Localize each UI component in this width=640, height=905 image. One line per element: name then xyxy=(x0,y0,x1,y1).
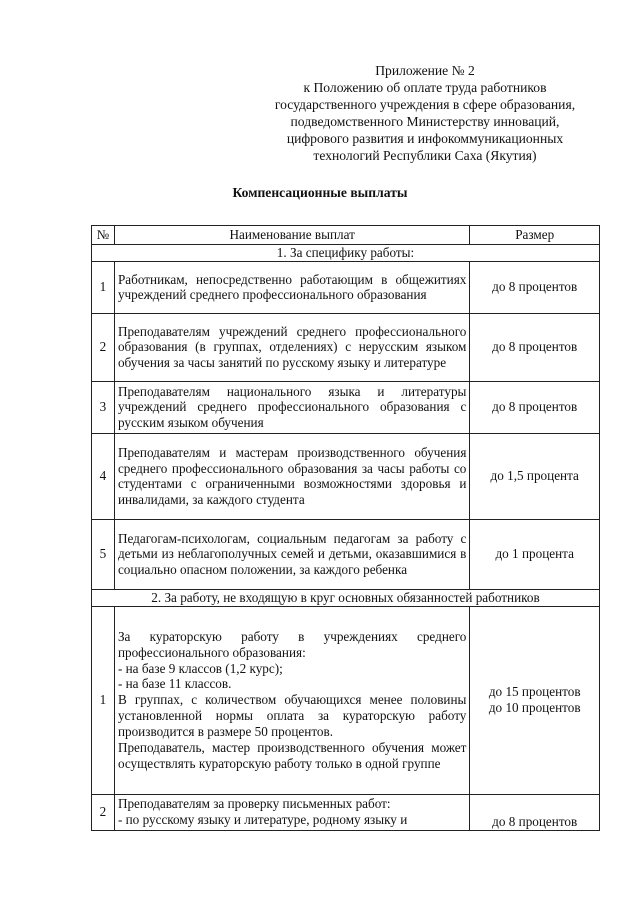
row-number: 4 xyxy=(92,433,115,519)
row-description: Преподавателям и мастерам производственного обучения среднего профессионального образования за часы работы со студентами с ограниченными возможностями здоровья и инвалидами, за каждого студента xyxy=(117,444,467,508)
row-description: Преподавателям учреждений среднего профессионального образования (в группах, отделениях) с нерусским языком обучения за часы занятий по русскому языку и литературе xyxy=(117,323,467,371)
row-description: Преподавателям национального языка и литературы учреждений среднего профессионального образования с русским языком обучения xyxy=(117,383,467,431)
row-size: до 15 процентов xyxy=(488,684,581,700)
row-description: В группах, с количеством обучающихся менее половины установленной нормы оплата за кураторскую работу производится в размере 50 процентов. xyxy=(117,692,467,740)
table-row xyxy=(92,313,600,381)
table-row xyxy=(92,519,600,589)
section-row xyxy=(92,245,600,262)
header-line: к Положению об оплате труда работников xyxy=(303,80,547,95)
header-line: цифрового развития и инфокоммуникационных xyxy=(286,131,564,146)
table-row xyxy=(92,794,600,830)
row-number: 2 xyxy=(92,794,115,830)
table-row xyxy=(92,606,600,794)
document-header xyxy=(240,62,610,164)
section-title: 2. За работу, не входящую в круг основных обязанностей работников xyxy=(92,589,600,606)
payments-table xyxy=(91,225,600,831)
row-number: 3 xyxy=(92,381,115,433)
row-size: до 8 процентов xyxy=(492,279,578,295)
section-row xyxy=(92,589,600,606)
table-row xyxy=(92,433,600,519)
row-description: За кураторскую работу в учреждениях среднего профессионального образования: xyxy=(117,628,467,660)
header-size: Размер xyxy=(470,226,600,245)
table-row xyxy=(92,381,600,433)
row-size: до 1 процента xyxy=(495,546,574,562)
row-number: 1 xyxy=(92,606,115,794)
row-description: - на базе 11 классов. xyxy=(117,676,232,692)
row-description: Педагогам-психологам, социальным педагогам за работу с детьми из неблагополучных семей и детьми, оказавшимися в социально опасном положении, за каждого ребенка xyxy=(117,530,467,578)
header-line: государственного учреждения в сфере образования, xyxy=(274,97,576,112)
row-size: до 8 процентов xyxy=(492,339,578,355)
row-size: до 1,5 процента xyxy=(490,468,579,484)
document-title: Компенсационные выплаты xyxy=(232,185,408,200)
row-size: до 10 процентов xyxy=(488,700,581,716)
row-description: Преподавателям за проверку письменных работ: xyxy=(117,796,391,812)
row-description: Преподаватель, мастер производственного обучения может осуществлять кураторскую работу только в одной группе xyxy=(117,740,467,771)
row-number: 5 xyxy=(92,519,115,589)
row-number: 1 xyxy=(92,261,115,313)
table-row xyxy=(92,261,600,313)
section-title: 1. За специфику работы: xyxy=(92,245,600,262)
row-size: до 8 процентов xyxy=(492,813,578,829)
header-line: технологий Республики Саха (Якутия) xyxy=(313,148,537,163)
row-description: - по русскому языку и литературе, родному языку и xyxy=(117,812,408,828)
row-description: - на базе 9 классов (1,2 курс); xyxy=(117,660,283,676)
row-description: Работникам, непосредственно работающим в общежитиях учреждений среднего профессионального образования xyxy=(117,271,467,303)
row-size: до 8 процентов xyxy=(492,399,578,415)
header-num: № xyxy=(92,226,115,245)
header-name: Наименование выплат xyxy=(114,226,469,245)
row-number: 2 xyxy=(92,313,115,381)
header-line: Приложение № 2 xyxy=(375,63,475,78)
table-header-row xyxy=(92,226,600,245)
header-line: подведомственного Министерству инноваций, xyxy=(290,114,560,129)
